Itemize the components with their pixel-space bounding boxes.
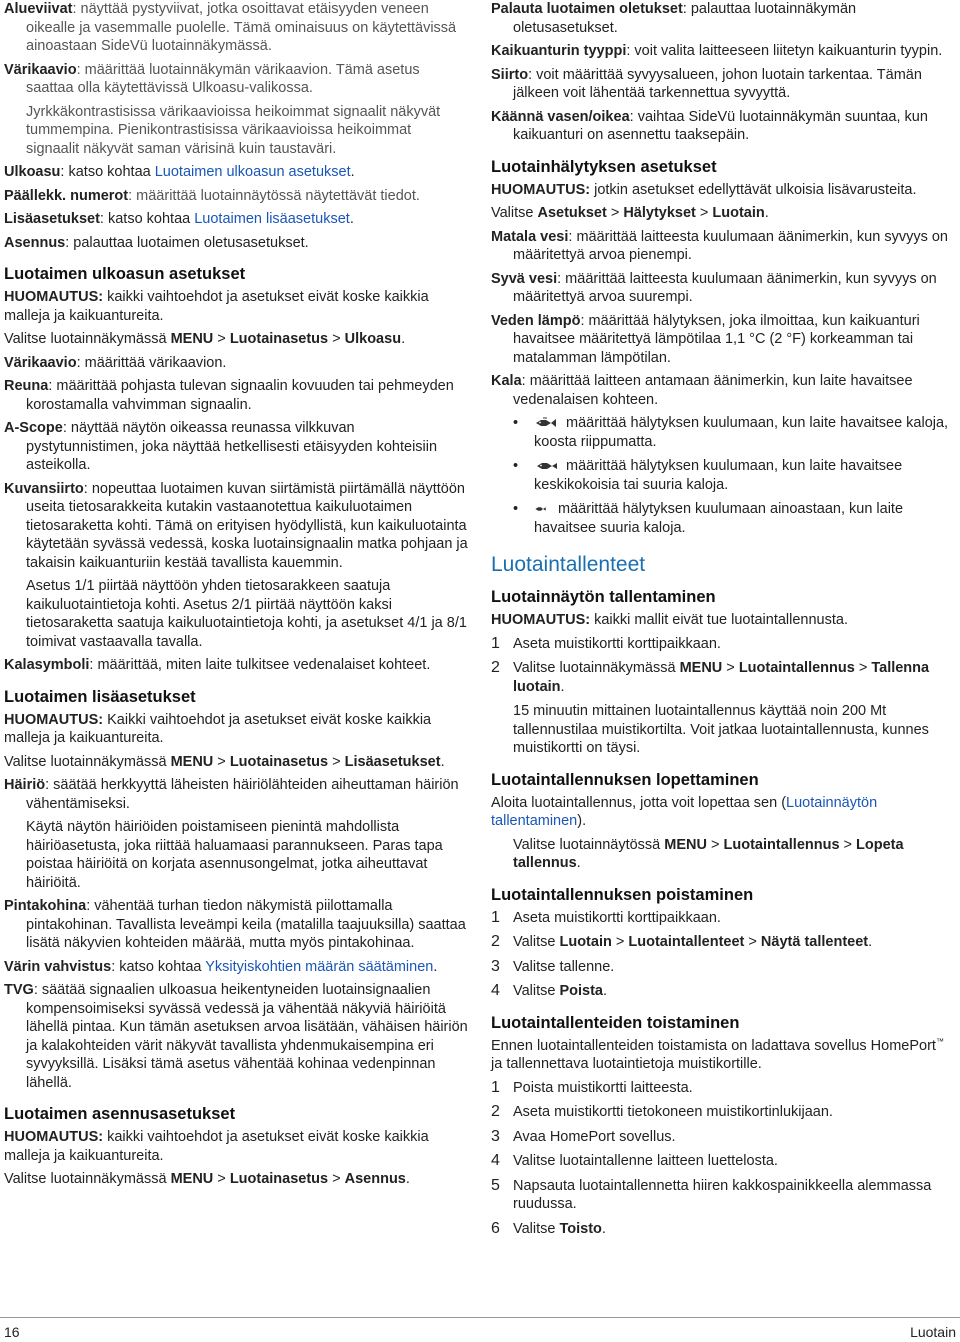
step-item: 1 Poista muistikortti laitteesta. xyxy=(491,1078,693,1096)
note-lisa: HUOMAUTUS: Kaikki vaihtoehdot ja asetukset eivät koske kaikkia malleja ja kaikuantureita. xyxy=(4,711,432,746)
step-item: 4 Valitse luotaintallenne laitteen luettelosta. xyxy=(491,1152,778,1169)
select-path-ulkoasu: Valitse luotainnäkymässä MENU > Luotainasetus > Ulkoasu. xyxy=(4,331,406,347)
step-item: 3 Valitse tallenne. xyxy=(491,957,615,975)
select-path-lisa: Valitse luotainnäkymässä MENU > Luotainasetus > Lisäasetukset. xyxy=(4,753,445,770)
heading-asennusasetukset: Luotaimen asennusasetukset xyxy=(4,1105,236,1123)
option-reuna: Reuna: määrittää pohjasta tulevan signaalin kovuuden tai pehmeyden korostamalla vahvimman signaalin. xyxy=(4,378,454,413)
heading-ulkoasun-asetukset: Luotaimen ulkoasun asetukset xyxy=(4,265,246,283)
heading-poistaminen: Luotaintallennuksen poistaminen xyxy=(491,885,754,904)
lopettaminen-intro: Aloita luotaintallennus, jotta voit lopettaa sen (Luotainnäytön tallentaminen). xyxy=(491,794,878,829)
heading-lisaasetukset: Luotaimen lisäasetukset xyxy=(4,687,196,706)
option-hairio: Häiriö: säätää herkkyyttä läheisten häiriölähteiden aiheuttaman häiriön vähentämiseksi. xyxy=(4,777,459,812)
option-kaikuanturin-tyyppi: Kaikuanturin tyyppi: voit valita laitteeseen liitetyn kaikuanturin tyypin. xyxy=(491,43,943,59)
option-varikaavio: Värikaavio: määrittää luotainnäkymän värikaavion. Tämä asetus saattaa olla käytettävissä Ulkoasu-valikossa. xyxy=(4,61,420,96)
link-yksityiskohtien-maara[interactable]: Yksityiskohtien määrän säätäminen xyxy=(205,958,434,975)
right-column xyxy=(491,0,953,1244)
option-kaanna: Käännä vasen/oikea: vaihtaa SideVü luotainnäkymän suuntaa, kun kaikuanturi on asennettu taaksepäin. xyxy=(491,108,928,143)
option-asennus: Asennus: palauttaa luotaimen oletusasetukset. xyxy=(4,234,309,251)
option-a-scope: A-Scope: näyttää näytön oikeassa reunassa vilkkuvan pystytunnistimen, joka näyttää hetkellisesti etäisyyden kohteisiin asteikolla. xyxy=(4,420,438,473)
page-number: 16 xyxy=(4,1324,20,1340)
select-path-asennus: Valitse luotainnäkymässä MENU > Luotainasetus > Asennus. xyxy=(4,1171,410,1187)
link-lisaasetukset[interactable]: Luotaimen lisäasetukset xyxy=(194,211,350,227)
list-item: • määrittää hälytyksen kuulumaan, kun laite havaitsee keskikokoisia tai suuria kaloja. xyxy=(513,458,903,493)
step-item: 2 Aseta muistikortti tietokoneen muistikortinlukijaan. xyxy=(491,1103,833,1120)
heading-tallentaminen: Luotainnäytön tallentaminen xyxy=(491,588,716,606)
option-matala-vesi: Matala vesi: määrittää laitteesta kuulumaan äänimerkin, kun syvyys on määritettyä arvoa pienempi. xyxy=(491,228,948,263)
select-path-lopettaminen: Valitse luotainnäytössä MENU > Luotaintallennus > Lopeta tallennus. xyxy=(513,836,904,871)
link-tallentaminen[interactable]: Luotainnäytön tallentaminen xyxy=(491,794,878,829)
select-path-halytys: Valitse Asetukset > Hälytykset > Luotain. xyxy=(491,205,769,221)
option-kalasymboli: Kalasymboli: määrittää, miten laite tulkitsee vedenalaiset kohteet. xyxy=(4,657,431,673)
option-siirto: Siirto: voit määrittää syvyysalueen, johon luotain tarkentaa. Tämän jälkeen voit lähentää tarkennettua syvyyttä. xyxy=(491,66,922,101)
heading-luotaintallenteet: Luotaintallenteet xyxy=(491,553,646,576)
option-palauta-oletukset: Palauta luotaimen oletukset: palauttaa luotainnäkymän oletusasetukset. xyxy=(491,1,857,36)
page-footer xyxy=(0,1317,960,1340)
heading-lopettaminen: Luotaintallennuksen lopettaminen xyxy=(491,770,759,789)
varikaavio-note: Jyrkkäkontrastisissa värikaavioissa heikoimmat signaalit näkyvät tummempina. Pienikontrastisissa värikaavioissa heikoimmat signaalit näkyvät saman värisinä kuin taustaväri. xyxy=(26,103,441,157)
list-item: • määrittää hälytyksen kuulumaan ainoastaan, kun laite havaitsee suuria kaloja. xyxy=(513,501,904,536)
option-lisaasetukset: Lisäasetukset: katso kohtaa Luotaimen lisäasetukset. xyxy=(4,211,354,227)
note-ulkoasu: HUOMAUTUS: kaikki vaihtoehdot ja asetukset eivät koske kaikkia malleja ja kaikuantureita. xyxy=(4,289,429,324)
step-item: 2 Valitse Luotain > Luotaintallenteet > Näytä tallenteet. xyxy=(491,933,873,950)
option-varin-vahvistus: Värin vahvistus: katso kohtaa Yksityiskohtien määrän säätäminen. xyxy=(4,958,438,975)
step-item: 6 Valitse Toisto. xyxy=(491,1219,606,1237)
option-alueviivat: Alueviivat: näyttää pystyviivat, jotka osoittavat etäisyyden veneen oikealle ja vasemmalle puolelle. Tämä ominaisuus on käytettävissä ainoastaan SideVü luotainnäkymässä. xyxy=(4,1,457,54)
note-halytys: HUOMAUTUS: jotkin asetukset edellyttävät ulkoisia lisävarusteita. xyxy=(491,181,917,198)
step-item: 4 Valitse Poista. xyxy=(491,982,608,999)
heading-halytys: Luotainhälytyksen asetukset xyxy=(491,157,717,176)
fish-all-icon xyxy=(534,417,560,429)
left-column xyxy=(4,0,468,1194)
fish-medium-icon xyxy=(534,460,560,472)
heading-toistaminen: Luotaintallenteiden toistaminen xyxy=(491,1013,740,1032)
option-pintakohina: Pintakohina: vähentää turhan tiedon näkymistä piilottamalla pintakohinan. Tavallista leveämpi keila (matalilla taajuuksilla) saattaa lisätä näkyvien kohteiden määrää, mutta myös pintakohinaa. xyxy=(4,898,466,951)
list-item: • määrittää hälytyksen kuulumaan, kun laite havaitsee kaloja, koosta riippumatta. xyxy=(513,415,949,450)
option-ulkoasu: Ulkoasu: katso kohtaa Luotaimen ulkoasun asetukset. xyxy=(4,164,355,180)
link-ulkoasun-asetukset[interactable]: Luotaimen ulkoasun asetukset xyxy=(154,164,351,180)
option-kala: Kala: määrittää laitteen antamaan äänimerkin, kun laite havaitsee vedenalaisen kohteen. xyxy=(491,373,913,408)
kuvansiirto-note: Asetus 1/1 piirtää näyttöön yhden tietosarakkeen saatuja kaikuluotaintietoja kohti. Asetus 2/1 piirtää näyttöön kaksi tietosaraketta saatuja kaikuluotaintietoja kohti, ja asetukset 4/1 ja 8/1 toimivat vastaavalla tavalla. xyxy=(26,578,467,650)
step-item: 1 Aseta muistikortti korttipaikkaan. xyxy=(491,634,721,652)
step-item: 5 Napsauta luotaintallennetta hiiren kakkospainikkeella alemmassa ruudussa. xyxy=(491,1176,932,1212)
note-asennus: HUOMAUTUS: kaikki vaihtoehdot ja asetukset eivät koske kaikkia malleja ja kaikuantureita. xyxy=(4,1129,429,1164)
option-paallekk-numerot: Päällekk. numerot: määrittää luotainnäytössä näytettävät tiedot. xyxy=(4,187,420,204)
option-veden-lampo: Veden lämpö: määrittää hälytyksen, joka ilmoittaa, kun kaikuanturi havaitsee määritettyä lämpötilaa 1,1 °C (2 °F) korkeamman tai matalamman lämpötilan. xyxy=(491,312,920,366)
footer-section: Luotain xyxy=(910,1324,956,1340)
option-kuvansiirto: Kuvansiirto: nopeuttaa luotaimen kuvan siirtämistä piirtämällä näyttöön useita tietosarakkeita kutakin vastaanotettua kaikuluotaimen tietosaraketta kohti. Tämä on erityisen hyödyllistä, kun kaikuluotainta käytetään syvässä vedessä, koska luotainsignaalin matka pohjaan ja takaisin kaikuanturiin kestää tavallista kauemmin. xyxy=(4,480,468,571)
hairio-note: Käytä näytön häiriöiden poistamiseen pienintä mahdollista häiriöasetusta, joka riittää haluamaasi parannukseen. Paras tapa poistaa häiriöitä on korjata asennusongelmat, jotka aiheuttavat häiriöitä. xyxy=(26,819,443,891)
option-varikaavio-2: Värikaavio: määrittää värikaavion. xyxy=(4,354,227,371)
note-tallentaminen: HUOMAUTUS: kaikki mallit eivät tue luotaintallennusta. xyxy=(491,612,848,628)
fish-large-icon xyxy=(534,503,552,515)
option-tvg: TVG: säätää signaalien ulkoasua heikentyneiden luotainsignaalien kompensoimiseksi syvässä vedessä ja vähentää näkyviä häiriöitä lähellä pintaa. Kun tämän asetuksen arvoa lisätään, vähäisen häiriön ja kalakohteiden värit näkyvät tavallista yhdenmukaisempina eri syvyyksillä. Lisäksi tämä asetus vähentää kohinaa vedenpinnan lähellä. xyxy=(4,982,468,1091)
tallentaminen-note: 15 minuutin mittainen luotaintallennus käyttää noin 200 Mt tallennustilaa muistikortilta. Voit jatkaa luotaintallennusta, kunnes muistikortti on täysi. xyxy=(513,703,929,756)
toistaminen-intro: Ennen luotaintallenteiden toistamista on ladattava sovellus HomePort™ ja tallennettava luotaintietoja muistikortille. xyxy=(491,1036,944,1072)
step-item: 1 Aseta muistikortti korttipaikkaan. xyxy=(491,908,721,926)
step-item: 3 Avaa HomePort sovellus. xyxy=(491,1127,676,1145)
step-item: 2 Valitse luotainnäkymässä MENU > Luotaintallennus > Tallenna luotain. xyxy=(491,659,930,695)
option-syva-vesi: Syvä vesi: määrittää laitteesta kuulumaan äänimerkin, kun syvyys on määritettyä arvoa suurempi. xyxy=(491,270,937,305)
